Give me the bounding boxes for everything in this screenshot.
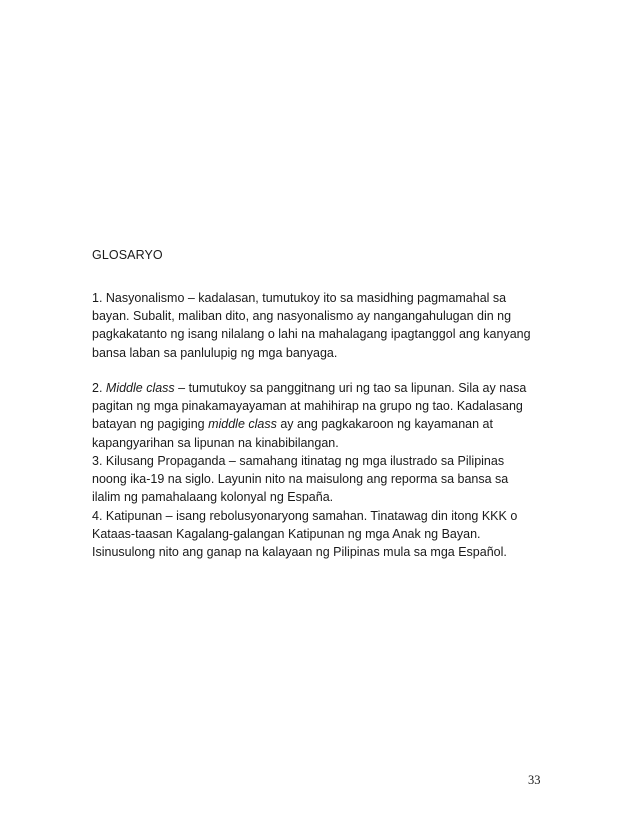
entry-text: batayan ng pagiging (92, 417, 209, 432)
entry-line (92, 415, 552, 433)
entry-line (92, 379, 552, 397)
entry-line: bansa laban sa panlulupig ng mga banyaga. (92, 345, 338, 360)
entry-line: Isinusulong nito ang ganap na kalayaan ng Pilipinas mula sa mga Español. (92, 545, 507, 560)
glossary-entry-katipunan (92, 507, 552, 562)
glossary-entry-kilusang-propaganda (92, 452, 552, 507)
entry-term: Middle class (105, 381, 175, 395)
glossary-entry-nasyonalismo (92, 289, 552, 362)
entry-line: pagitan ng mga pinakamayayaman at mahihirap na grupo ng tao. Kadalasang (92, 399, 523, 414)
entry-text: ay ang pagkakaroon ng kayamanan at (276, 417, 493, 432)
entry-line: kapangyarihan sa lipunan na kinabibilangan. (92, 435, 339, 450)
entry-number: 2. (92, 381, 106, 395)
entry-line: 1. Nasyonalismo – kadalasan, tumutukoy ito sa masidhing pagmamahal sa (92, 291, 507, 305)
entry-line: 4. Katipunan – isang rebolusyonaryong samahan. Tinatawag din itong KKK o (92, 509, 518, 523)
entry-text: – tumutukoy sa panggitnang uri ng tao sa lipunan. Sila ay nasa (174, 381, 527, 395)
entry-line: Kataas-taasan Kagalang-galangan Katipunan ng mga Anak ng Bayan. (92, 527, 481, 542)
entry-line: 3. Kilusang Propaganda – samahang itinatag ng mga ilustrado sa Pilipinas (92, 454, 505, 468)
entry-line: ilalim ng pamahalaang kolonyal ng España. (92, 490, 334, 505)
entry-term: middle class (208, 417, 277, 432)
entry-line: pagkakatanto ng isang nilalang o lahi na mahalagang ipagtanggol ang kanyang (92, 327, 531, 342)
page-number: 33 (528, 773, 541, 787)
entry-line: bayan. Subalit, maliban dito, ang nasyonalismo ay nangangahulugan din ng (92, 309, 512, 324)
entry-line: noong ika-19 na siglo. Layunin nito na maisulong ang reporma sa bansa sa (92, 472, 509, 487)
glossary-entry-middle-class (92, 379, 552, 452)
glossary-heading: GLOSARYO (92, 248, 163, 262)
